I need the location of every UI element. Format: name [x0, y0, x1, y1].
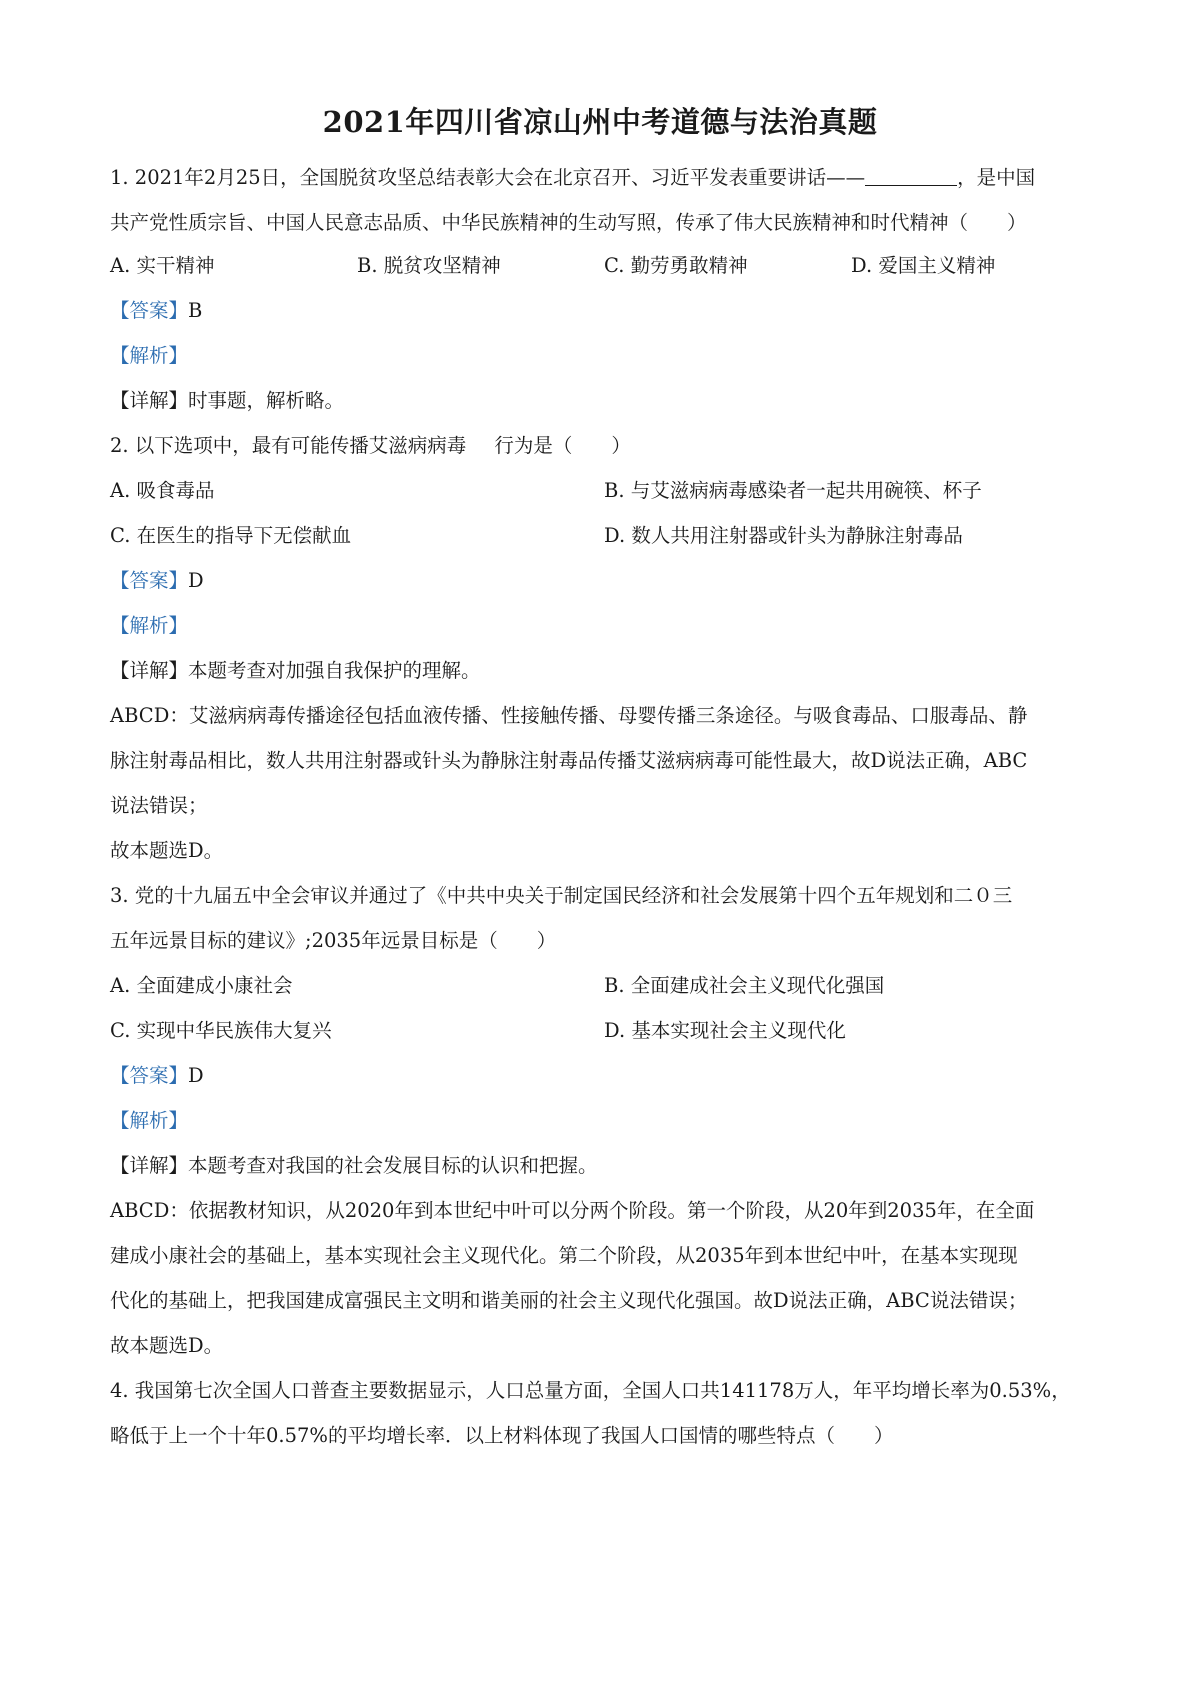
- q2-option-d: D. 数人共用注射器或针头为静脉注射毒品: [604, 524, 963, 547]
- q3-option-b: B. 全面建成社会主义现代化强国: [604, 974, 885, 997]
- q2-explain-line3: 说法错误；: [110, 794, 208, 817]
- q1-option-d: D. 爱国主义精神: [851, 254, 996, 277]
- q1-option-c: C. 勤劳勇敢精神: [604, 254, 748, 277]
- detail-text: 本题考查对我国的社会发展目标的认识和把握。: [188, 1154, 598, 1177]
- q1-option-a: A. 实干精神: [110, 254, 215, 277]
- answer-value: B: [188, 299, 203, 322]
- q2-option-b: B. 与艾滋病病毒感染者一起共用碗筷、杯子: [604, 479, 982, 502]
- q2-conclusion: 故本题选D。: [110, 839, 224, 862]
- q2-analysis-tag: 【解析】: [110, 614, 189, 637]
- q2-stem-text-b: 行为是（ ）: [494, 434, 631, 457]
- q2-option-c: C. 在医生的指导下无偿献血: [110, 524, 352, 547]
- q2-stem: [110, 433, 631, 459]
- detail-tag: 【详解】: [110, 659, 189, 682]
- q2-explain-line1: ABCD：艾滋病病毒传播途径包括血液传播、性接触传播、母婴传播三条途径。与吸食毒品、口服毒品、静: [110, 704, 1028, 727]
- detail-text: 时事题，解析略。: [188, 389, 345, 412]
- q1-stem-text-b: ，是中国: [957, 166, 1036, 189]
- q3-detail: [110, 1153, 598, 1179]
- q1-option-b: B. 脱贫攻坚精神: [357, 254, 501, 277]
- q2-answer: [110, 568, 204, 594]
- q3-stem-line1: 3. 党的十九届五中全会审议并通过了《中共中央关于制定国民经济和社会发展第十四个五年规划和二０三: [110, 884, 1013, 907]
- q4-stem-line1: 4. 我国第七次全国人口普查主要数据显示，人口总量方面，全国人口共141178万人，年平均增长率为0.53%，: [110, 1379, 1071, 1402]
- q3-explain-line3: 代化的基础上，把我国建成富强民主文明和谐美丽的社会主义现代化强国。故D说法正确，ABC说法错误；: [110, 1289, 1028, 1312]
- detail-text: 本题考查对加强自我保护的理解。: [188, 659, 481, 682]
- q3-answer: [110, 1063, 204, 1089]
- q3-explain-line1: ABCD：依据教材知识，从2020年到本世纪中叶可以分两个阶段。第一个阶段，从20年到2035年，在全面: [110, 1199, 1035, 1222]
- answer-tag: 【答案】: [110, 1064, 189, 1087]
- q3-option-c: C. 实现中华民族伟大复兴: [110, 1019, 332, 1042]
- q4-stem-line2: 略低于上一个十年0.57%的平均增长率．以上材料体现了我国人口国情的哪些特点（ ）: [110, 1424, 894, 1447]
- q2-option-a: A. 吸食毒品: [110, 479, 215, 502]
- q2-stem-text-a: 2. 以下选项中，最有可能传播艾滋病病毒: [110, 434, 467, 457]
- page-title: 2021年四川省凉山州中考道德与法治真题: [322, 105, 878, 139]
- q1-answer: [110, 298, 202, 324]
- detail-tag: 【详解】: [110, 1154, 189, 1177]
- q1-blank: [865, 167, 957, 186]
- q3-conclusion: 故本题选D。: [110, 1334, 224, 1357]
- q1-stem-text-a: 1. 2021年2月25日，全国脱贫攻坚总结表彰大会在北京召开、习近平发表重要讲话——: [110, 166, 866, 189]
- q3-option-d: D. 基本实现社会主义现代化: [604, 1019, 846, 1042]
- detail-tag: 【详解】: [110, 389, 189, 412]
- q3-stem-line2: 五年远景目标的建议》;2035年远景目标是（ ）: [110, 929, 557, 952]
- q3-option-a: A. 全面建成小康社会: [110, 974, 293, 997]
- q1-stem-line1: [110, 165, 1035, 191]
- q2-explain-line2: 脉注射毒品相比，数人共用注射器或针头为静脉注射毒品传播艾滋病病毒可能性最大，故D说法正确，ABC: [110, 749, 1028, 772]
- answer-tag: 【答案】: [110, 569, 189, 592]
- q1-stem-line2: 共产党性质宗旨、中国人民意志品质、中华民族精神的生动写照，传承了伟大民族精神和时代精神（ ）: [110, 211, 1027, 234]
- q2-detail: [110, 658, 481, 684]
- answer-value: D: [188, 1064, 204, 1087]
- q3-analysis-tag: 【解析】: [110, 1109, 189, 1132]
- answer-tag: 【答案】: [110, 299, 189, 322]
- q3-explain-line2: 建成小康社会的基础上，基本实现社会主义现代化。第二个阶段，从2035年到本世纪中叶，在基本实现现: [110, 1244, 1018, 1267]
- q1-detail: [110, 388, 344, 414]
- q1-analysis-tag: 【解析】: [110, 344, 189, 367]
- answer-value: D: [188, 569, 204, 592]
